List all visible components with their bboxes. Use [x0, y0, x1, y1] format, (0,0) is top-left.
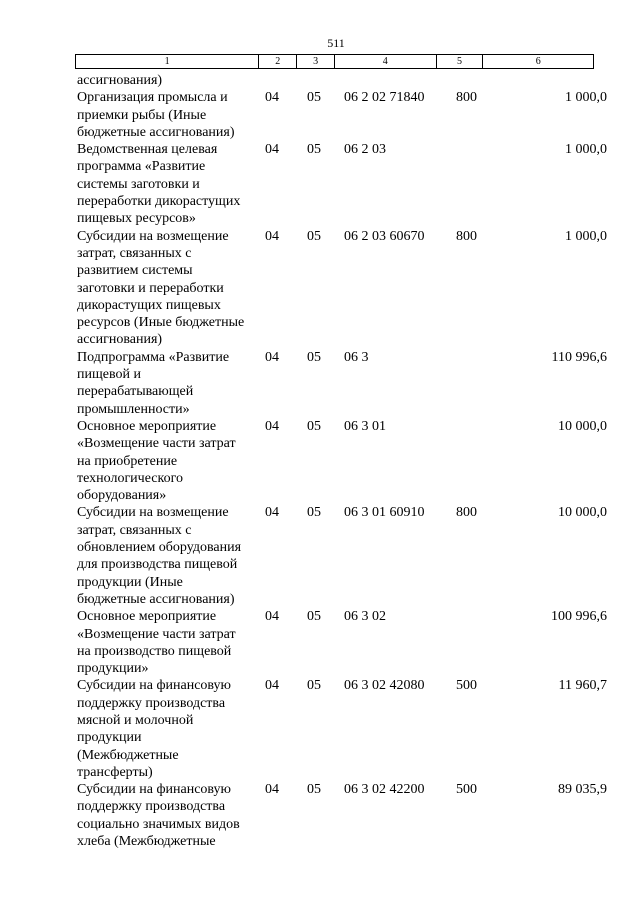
column-header-3: 3 [297, 55, 335, 68]
row-target-article-code: 06 3 01 60910 [344, 505, 425, 521]
row-target-article-code: 06 2 03 [344, 142, 386, 158]
column-header-2: 2 [259, 55, 297, 68]
column-header-1: 1 [76, 55, 259, 68]
table-row [77, 228, 607, 349]
row-section-code: 04 [265, 90, 279, 106]
table-row [77, 141, 607, 227]
budget-table-body [77, 72, 607, 850]
row-amount: 10 000,0 [558, 505, 607, 521]
row-amount: 89 035,9 [558, 782, 607, 798]
row-subsection-code: 05 [307, 349, 321, 365]
table-row [77, 677, 607, 781]
row-section-code: 04 [265, 505, 279, 521]
row-amount: 10 000,0 [558, 418, 607, 434]
row-name: ассигнования) [77, 73, 163, 88]
row-name: Субсидии на финансовую поддержку производства социально значимых видов хлеба (Межбюджетные [77, 782, 240, 850]
page-number: 511 [327, 36, 345, 50]
row-subsection-code: 05 [307, 678, 321, 694]
row-subsection-code: 05 [307, 609, 321, 625]
row-amount: 1 000,0 [565, 90, 607, 106]
row-target-article-code: 06 3 02 42200 [344, 782, 425, 798]
row-name: Основное мероприятие «Возмещение части затрат на приобретение технологического оборудования» [77, 418, 236, 504]
row-subsection-code [307, 72, 344, 89]
column-header-4: 4 [335, 55, 437, 68]
row-expense-type-code: 500 [456, 678, 477, 694]
row-amount: 100 996,6 [551, 609, 607, 625]
row-section-code: 04 [265, 418, 279, 434]
table-row [77, 608, 607, 677]
row-expense-type-code: 500 [456, 782, 477, 798]
table-row [77, 504, 607, 608]
row-amount [512, 72, 607, 89]
table-row [77, 349, 607, 418]
row-section-code: 04 [265, 782, 279, 798]
row-target-article-code: 06 3 02 42080 [344, 678, 425, 694]
column-header-6: 6 [535, 56, 541, 67]
row-target-article-code: 06 2 03 60670 [344, 228, 425, 244]
row-amount: 11 960,7 [558, 678, 607, 694]
row-name: Ведомственная целевая программа «Развитие системы заготовки и переработки дикорастущих пищевых ресурсов» [77, 142, 241, 227]
row-expense-type-code [452, 418, 512, 504]
row-section-code: 04 [265, 228, 279, 244]
row-subsection-code: 05 [307, 505, 321, 521]
row-amount: 1 000,0 [565, 228, 607, 244]
row-subsection-code: 05 [307, 142, 321, 158]
row-expense-type-code: 800 [456, 228, 477, 244]
table-row [77, 72, 607, 89]
row-subsection-code: 05 [307, 418, 321, 434]
row-expense-type-code: 800 [456, 505, 477, 521]
row-section-code: 04 [265, 349, 279, 365]
table-row [77, 418, 607, 504]
row-name: Подпрограмма «Развитие пищевой и перерабатывающей промышленности» [77, 349, 230, 417]
row-expense-type-code [452, 141, 512, 227]
row-amount: 1 000,0 [565, 142, 607, 158]
row-name: Субсидии на финансовую поддержку производства мясной и молочной продукции (Межбюджетные трансферты) [77, 678, 232, 780]
row-amount: 110 996,6 [551, 349, 607, 365]
row-section-code: 04 [265, 142, 279, 158]
row-name: Субсидии на возмещение затрат, связанных с развитием системы заготовки и переработки дикорастущих пищевых ресурсов (Иные бюджетные ассигнования) [77, 228, 245, 348]
row-name: Организация промысла и приемки рыбы (Иные бюджетные ассигнования) [77, 90, 235, 140]
row-target-article-code: 06 3 [344, 349, 369, 365]
row-target-article-code [344, 72, 452, 89]
row-expense-type-code [452, 608, 512, 677]
row-target-article-code: 06 3 01 [344, 418, 386, 434]
row-expense-type-code [452, 349, 512, 418]
row-target-article-code: 06 2 02 71840 [344, 90, 425, 106]
table-row [77, 781, 607, 850]
table-row [77, 89, 607, 141]
row-name: Субсидии на возмещение затрат, связанных с обновлением оборудования для производства пищевой продукции (Иные бюджетные ассигнования) [77, 505, 242, 607]
row-target-article-code: 06 3 02 [344, 609, 386, 625]
row-subsection-code: 05 [307, 782, 321, 798]
row-name: Основное мероприятие «Возмещение части затрат на производство пищевой продукции» [77, 609, 236, 677]
row-section-code [261, 72, 307, 89]
row-subsection-code: 05 [307, 228, 321, 244]
row-subsection-code: 05 [307, 90, 321, 106]
column-header-5: 5 [437, 55, 484, 68]
row-section-code: 04 [265, 609, 279, 625]
row-section-code: 04 [265, 678, 279, 694]
row-expense-type-code: 800 [456, 90, 477, 106]
row-expense-type-code [452, 72, 512, 89]
column-header-row [75, 54, 594, 69]
